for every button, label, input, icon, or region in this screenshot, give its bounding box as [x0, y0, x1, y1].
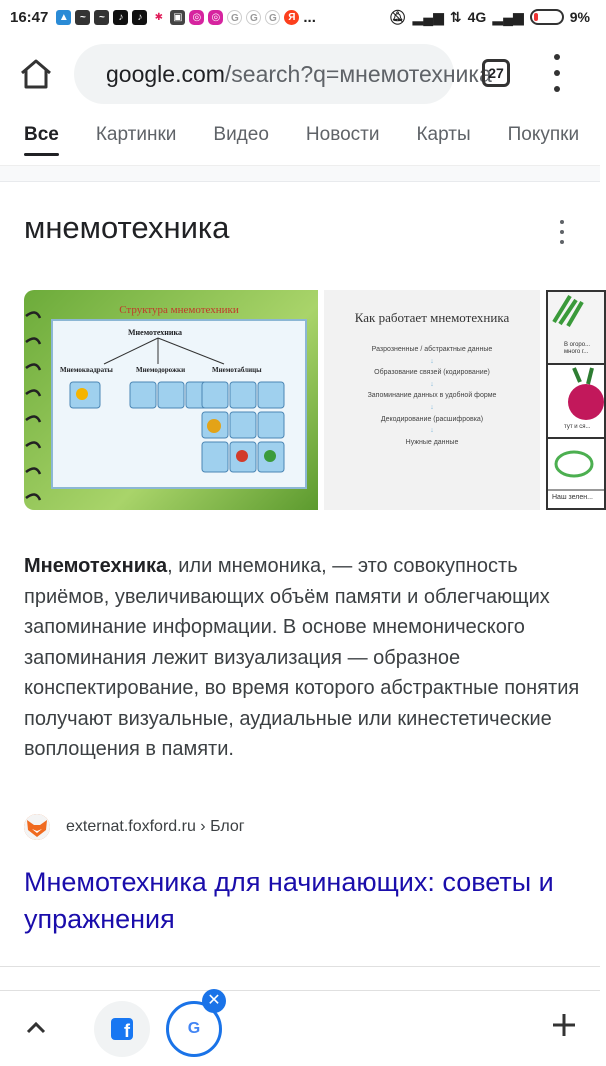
garden-caption-1: В огоро... много г... [564, 342, 591, 355]
how-image-title: Как работает мнемотехника [354, 310, 510, 325]
status-bar [0, 0, 600, 34]
arrow-down-icon: ↓ [430, 403, 434, 411]
chevron-up-icon[interactable] [24, 1017, 48, 1037]
tab-videos[interactable]: Видео [213, 124, 269, 145]
knowledge-panel-menu-button[interactable] [556, 220, 568, 244]
structure-diagram-image [24, 290, 318, 510]
photo-icon: ▣ [170, 10, 185, 25]
chart-icon: ~ [94, 10, 109, 25]
foxford-favicon-icon [24, 814, 50, 840]
google-icon: G [187, 1020, 201, 1037]
tab-images[interactable]: Картинки [95, 124, 177, 145]
dot-icon [560, 240, 564, 244]
instagram-icon: ◎ [189, 10, 204, 25]
google-icon: G [246, 10, 261, 25]
search-tabs [0, 114, 600, 166]
status-right [389, 9, 590, 26]
home-button[interactable] [18, 56, 54, 92]
image-thumbnail-structure[interactable] [24, 290, 318, 510]
browser-toolbar [0, 34, 600, 114]
more-notifications: ... [303, 8, 316, 26]
tab-switcher-button[interactable]: 27 [482, 59, 510, 87]
garden-caption-2: тут и ся... [564, 424, 591, 430]
yandex-icon: Я [284, 10, 299, 25]
arrow-down-icon: ↓ [430, 427, 434, 435]
structure-branch-1: Мнемоквадраты [60, 366, 113, 374]
close-tab-button[interactable]: ✕ [202, 989, 226, 1013]
url-path: /search?q=мнемотехника [224, 60, 492, 87]
notification-icons [56, 9, 316, 26]
knowledge-panel-title: мнемотехника [24, 210, 230, 245]
tiktok-icon: ♪ [113, 10, 128, 25]
dot-icon [554, 54, 560, 60]
description-text: , или мнемоника, — это совокупность приёмов, увеличивающих объём памяти и облегчающих запоминание информации. В основе мнемонического запоминания лежит визуализация — образное конспектирование, во время которого абстрактные понятия получают визуальные, аудиальные или кинестетические воплощения в памяти. [24, 555, 580, 760]
signal-icon: ▂▄▆ [412, 8, 444, 25]
tab-shopping[interactable]: Покупки [507, 124, 580, 145]
image-carousel [24, 290, 600, 510]
status-time: 16:47 [10, 8, 49, 26]
structure-root-label: Мнемотехника [128, 328, 182, 337]
mute-icon: 🔕︎ [388, 8, 407, 25]
tab-all[interactable]: Все [24, 114, 59, 166]
description-term: Мнемотехника [24, 555, 168, 577]
how-step-2: Образование связей (кодирование) [374, 369, 490, 377]
arrow-down-icon: ↓ [430, 380, 434, 388]
dot-icon [554, 86, 560, 92]
result-link-title[interactable]: Мнемотехника для начинающих: советы и упражнения [24, 867, 554, 934]
bottom-toolbar [0, 991, 600, 1066]
battery-icon [530, 9, 564, 25]
dot-icon [554, 70, 560, 76]
dot-icon [560, 230, 564, 234]
google-icon: G [227, 10, 242, 25]
url-host: google.com [106, 60, 225, 87]
tiktok-icon: ♪ [132, 10, 147, 25]
tab-maps[interactable]: Карты [416, 124, 471, 145]
new-tab-plus-icon[interactable] [550, 1011, 578, 1039]
browser-menu-button[interactable] [548, 54, 566, 92]
knowledge-panel-description [24, 551, 580, 765]
network-type: 4G [467, 9, 487, 25]
result-source-url: externat.foxford.ru › Блог [66, 818, 245, 835]
garden-image [548, 292, 604, 508]
how-step-5: Нужные данные [405, 438, 459, 446]
dot-icon [560, 220, 564, 224]
signal-icon-2: ▂▄▆ [492, 8, 524, 25]
structure-branch-2: Мнемодорожки [136, 366, 186, 374]
instagram-icon: ◎ [208, 10, 223, 25]
arrow-down-icon: ↓ [430, 357, 434, 365]
telegram-icon: ▲ [56, 10, 71, 25]
facebook-tab-button[interactable] [94, 1001, 150, 1057]
how-image-steps [324, 344, 540, 448]
image-thumbnail-how-it-works[interactable] [324, 290, 540, 510]
how-step-1: Разрозненные / абстрактные данные [371, 346, 493, 353]
image-thumbnail-garden[interactable] [546, 290, 606, 510]
how-step-3: Запоминание данных в удобной форме [367, 392, 497, 400]
home-icon [18, 56, 54, 92]
how-step-4: Декодирование (расшифровка) [380, 415, 484, 423]
chart-icon: ~ [75, 10, 90, 25]
structure-image-title: Структура мнемотехники [119, 304, 239, 316]
facebook-icon: f [111, 1018, 133, 1040]
address-bar[interactable] [74, 44, 492, 104]
result-source[interactable] [24, 814, 245, 840]
structure-branch-3: Мнемотаблицы [212, 366, 262, 374]
garden-caption-3: Наш зелен... [552, 494, 593, 501]
divider [0, 966, 600, 967]
section-divider [0, 166, 600, 182]
url-text [106, 61, 492, 88]
tab-news[interactable]: Новости [305, 124, 380, 145]
google-icon: G [265, 10, 280, 25]
battery-percent: 9% [569, 9, 590, 25]
data-arrows-icon: ⇅ [449, 8, 462, 25]
slack-icon: ✱ [151, 10, 166, 25]
